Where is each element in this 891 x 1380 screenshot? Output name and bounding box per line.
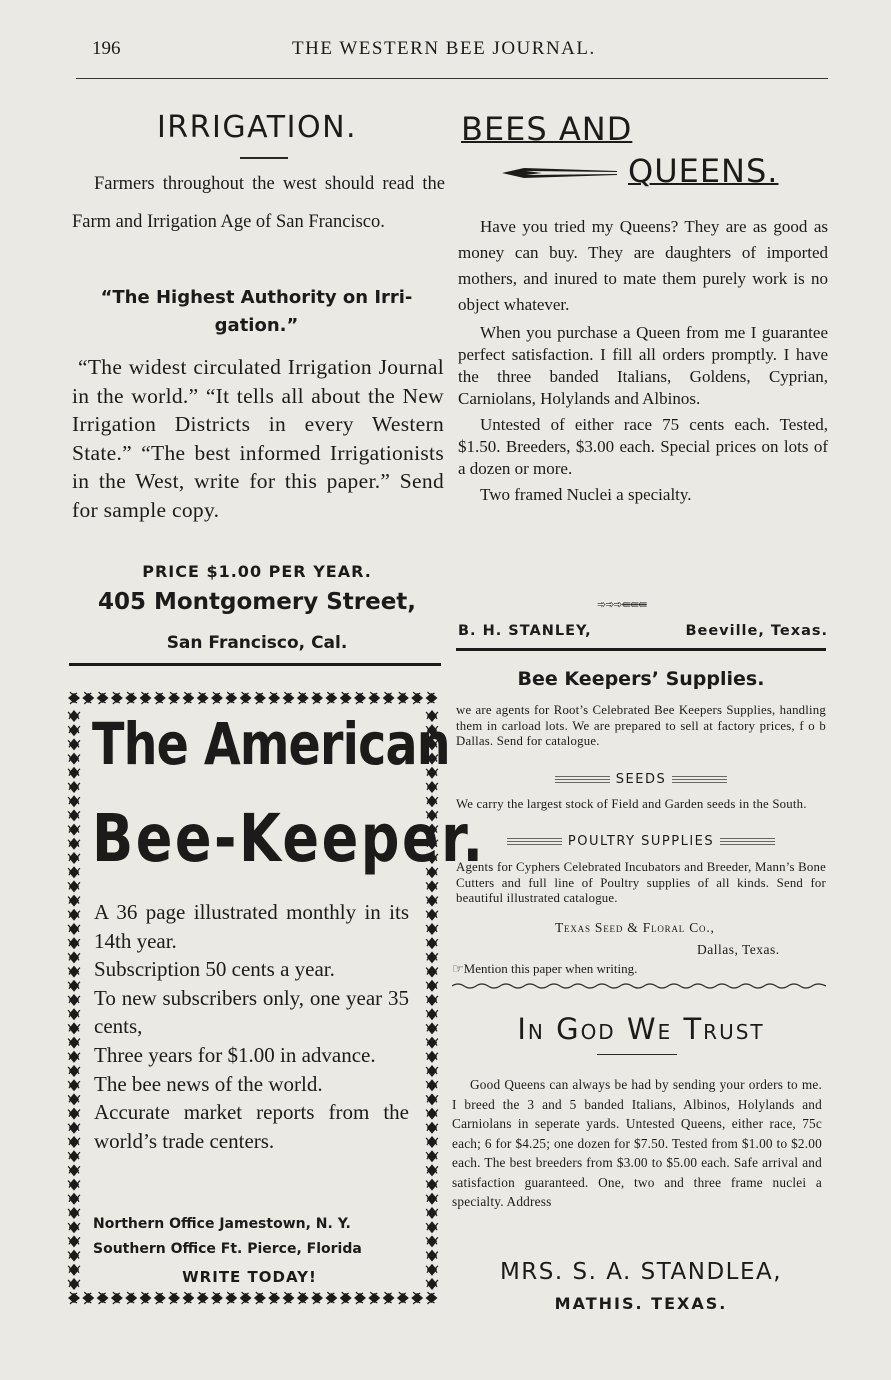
write-today-cta: WRITE TODAY! — [182, 1268, 317, 1286]
bee-ornament-icon — [68, 692, 80, 704]
bee-ornament-icon — [426, 895, 438, 907]
bee-ornament-icon — [426, 1207, 438, 1219]
bee-ornament-icon — [211, 1292, 223, 1304]
bees-queens-title-line-1: BEES AND — [461, 110, 633, 148]
bee-keeper-title-line-2: Bee-Keeper. — [92, 800, 486, 877]
supplies-title: Bee Keepers’ Supplies. — [517, 668, 765, 690]
bee-keeper-line: Three years for $1.00 in advance. — [94, 1042, 376, 1067]
irrigation-body: “The widest circulated Irrigation Journal in the world.” “It tells all about the New Irrigation Districts in every Western State.” “The best informed Irrigationists in the West, write for this paper.” Send for sample copy. — [72, 355, 444, 522]
bee-ornament-icon — [426, 1193, 438, 1205]
bee-ornament-icon — [68, 1250, 80, 1262]
bee-ornament-icon — [111, 692, 123, 704]
irrigation-quote-line-1: “The Highest Authority on Irri- — [100, 287, 413, 308]
seeds-heading — [456, 772, 826, 787]
bee-keeper-line: Subscription 50 cents a year. — [94, 957, 335, 982]
bee-ornament-icon — [68, 1008, 80, 1020]
bee-keeper-line: Accurate market reports from the world’s trade centers. — [94, 1100, 409, 1153]
bee-ornament-icon — [68, 1037, 80, 1049]
bee-ornament-icon — [68, 1278, 80, 1290]
bee-ornament-icon — [426, 1065, 438, 1077]
bee-ornament-icon — [182, 692, 194, 704]
bee-ornament-icon — [225, 1292, 237, 1304]
bee-ornament-icon — [426, 1292, 438, 1304]
bee-ornament-icon — [426, 1108, 438, 1120]
bee-ornament-icon — [197, 692, 209, 704]
bee-ornament-icon — [68, 1136, 80, 1148]
page-number: 196 — [92, 38, 121, 59]
supplies-intro: we are agents for Root’s Celebrated Bee Keepers Supplies, handling them in carload lots. We are prepared to sell at factory prices, f o b Dallas. Send for catalogue. — [456, 703, 826, 748]
bee-ornament-icon — [426, 1051, 438, 1063]
irrigation-title-rule — [240, 157, 288, 159]
bee-ornament-icon — [68, 1108, 80, 1120]
irrigation-price: PRICE $1.00 PER YEAR. — [142, 562, 372, 581]
bee-ornament-icon — [426, 994, 438, 1006]
bee-ornament-icon — [68, 710, 80, 722]
bee-ornament-icon — [426, 1164, 438, 1176]
journal-title: THE WESTERN BEE JOURNAL. — [292, 38, 596, 59]
bees-queens-paragraph-4: Two framed Nuclei a specialty. — [480, 485, 692, 504]
bee-ornament-icon — [225, 692, 237, 704]
mention-note — [452, 961, 637, 977]
bee-ornament-icon — [82, 1292, 94, 1304]
bee-ornament-icon — [68, 724, 80, 736]
bee-ornament-icon — [68, 994, 80, 1006]
bee-ornament-icon — [68, 1051, 80, 1063]
bee-ornament-icon — [426, 1093, 438, 1105]
bee-ornament-icon — [426, 951, 438, 963]
heading-lines-icon — [720, 838, 775, 846]
bee-ornament-icon — [426, 1136, 438, 1148]
bee-ornament-icon — [68, 767, 80, 779]
bee-ornament-icon — [182, 1292, 194, 1304]
bee-ornament-icon — [211, 692, 223, 704]
bee-ornament-icon — [68, 753, 80, 765]
bee-ornament-icon — [426, 966, 438, 978]
bee-ornament-icon — [68, 923, 80, 935]
bee-ornament-icon — [68, 809, 80, 821]
bee-ornament-icon — [125, 692, 137, 704]
bee-ornament-icon — [426, 1264, 438, 1276]
bee-ornament-icon — [426, 1235, 438, 1247]
bees-queens-title-line-2: QUEENS. — [628, 152, 779, 190]
bee-ornament-icon — [125, 1292, 137, 1304]
trust-body: Good Queens can always be had by sending your orders to me. I breed the 3 and 5 banded Italians, Albinos, Holylands and Carniolans in seperate yards. Untested Queens, either race, 75c each; 6 for $4.25; one dozen for $7.50. Tested from $1.00 to $2.00 each. The best breeders from $3.00 to $5.00 each. Safe arrival and satisfaction guaranteed. One, two and three frame nuclei a specialty. Address — [452, 1077, 822, 1209]
bee-ornament-icon — [68, 824, 80, 836]
bee-ornament-icon — [68, 966, 80, 978]
bee-ornament-icon — [97, 1292, 109, 1304]
bee-ornament-icon — [297, 692, 309, 704]
bee-ornament-icon — [426, 1150, 438, 1162]
bee-keeper-line: The bee news of the world. — [94, 1071, 323, 1096]
bee-ornament-icon — [68, 951, 80, 963]
bee-ornament-icon — [68, 1193, 80, 1205]
bees-queens-bottom-rule — [456, 648, 826, 651]
irrigation-quote-line-2: gation.” — [214, 315, 299, 336]
bee-ornament-icon — [426, 937, 438, 949]
bee-ornament-icon — [68, 1207, 80, 1219]
bee-ornament-icon — [97, 692, 109, 704]
bee-ornament-icon — [168, 692, 180, 704]
bee-ornament-icon — [283, 1292, 295, 1304]
bee-ornament-icon — [68, 1164, 80, 1176]
bee-ornament-icon — [426, 1250, 438, 1262]
trust-signature: MRS. S. A. STANDLEA, — [499, 1259, 783, 1285]
bee-keeper-title-line-1: The American — [92, 710, 450, 778]
bee-keeper-line: A 36 page illustrated monthly in its 14th year. — [94, 900, 409, 953]
wavy-divider — [452, 981, 826, 991]
bee-ornament-icon — [68, 1150, 80, 1162]
irrigation-title: IRRIGATION. — [156, 110, 358, 145]
bees-queens-signature — [458, 623, 828, 639]
bee-ornament-icon — [254, 692, 266, 704]
bee-keeper-body — [94, 898, 409, 1155]
bee-ornament-icon — [68, 795, 80, 807]
bee-ornament-icon — [68, 1179, 80, 1191]
bee-ornament-icon — [140, 1292, 152, 1304]
bee-ornament-icon — [154, 692, 166, 704]
bee-ornament-icon — [268, 1292, 280, 1304]
bee-ornament-icon — [297, 1292, 309, 1304]
bee-ornament-icon — [68, 937, 80, 949]
mention-text: Mention this paper when writing. — [463, 961, 638, 976]
bee-ornament-icon — [240, 692, 252, 704]
bee-ornament-icon — [154, 1292, 166, 1304]
bee-ornament-icon — [426, 1022, 438, 1034]
bee-ornament-icon — [311, 1292, 323, 1304]
bee-ornament-icon — [354, 692, 366, 704]
bee-ornament-icon — [68, 1065, 80, 1077]
supplies-company-city: Dallas, Texas. — [697, 942, 780, 957]
bee-ornament-icon — [340, 1292, 352, 1304]
trust-title: In God We Trust — [517, 1012, 765, 1046]
bee-ornament-icon — [426, 980, 438, 992]
bee-ornament-icon — [68, 895, 80, 907]
irrigation-city: San Francisco, Cal. — [166, 633, 348, 653]
header-rule — [76, 78, 828, 79]
divider-ornament-icon: ➾➾➾⇚⇚⇚ — [597, 599, 647, 611]
bee-ornament-icon — [368, 1292, 380, 1304]
pointing-hand-icon: ☞ — [452, 961, 464, 976]
bee-ornament-icon — [426, 1079, 438, 1091]
bee-ornament-icon — [268, 692, 280, 704]
bee-ornament-icon — [283, 692, 295, 704]
bees-queens-signature-place: Beeville, Texas. — [685, 623, 828, 639]
bee-ornament-icon — [111, 1292, 123, 1304]
bee-ornament-icon — [68, 866, 80, 878]
bee-ornament-icon — [68, 1235, 80, 1247]
heading-lines-icon — [672, 776, 727, 784]
poultry-heading — [456, 834, 826, 849]
bee-keeper-line: To new subscribers only, one year 35 cents, — [94, 985, 409, 1039]
bee-ornament-icon — [68, 1221, 80, 1233]
trust-city: MATHIS. TEXAS. — [554, 1294, 728, 1313]
bee-ornament-icon — [68, 1264, 80, 1276]
bee-ornament-icon — [426, 781, 438, 793]
bee-ornament-icon — [368, 692, 380, 704]
bees-queens-paragraph-1: Have you tried my Queens? They are as good as money can buy. They are daughters of imported mothers, and inured to mate them purely work is no object whatever. — [458, 217, 828, 314]
bee-ornament-icon — [68, 781, 80, 793]
bee-ornament-icon — [397, 1292, 409, 1304]
bee-ornament-icon — [426, 909, 438, 921]
bee-ornament-icon — [168, 1292, 180, 1304]
bee-ornament-icon — [240, 1292, 252, 1304]
trust-title-rule — [597, 1054, 677, 1055]
poultry-text: Agents for Cyphers Celebrated Incubators and Breeder, Mann’s Bone Cutters and full line of Poultry supplies of all kinds. Send for beautiful illustrated catalogue. — [456, 860, 826, 905]
bee-ornament-icon — [340, 692, 352, 704]
bee-ornament-icon — [426, 1008, 438, 1020]
poultry-heading-label: POULTRY SUPPLIES — [567, 834, 715, 849]
seeds-heading-label: SEEDS — [615, 772, 667, 787]
bees-queens-signature-name: B. H. STANLEY, — [458, 623, 592, 639]
irrigation-quote — [74, 284, 439, 340]
arrow-ornament-icon — [502, 166, 617, 180]
bee-ornament-icon — [411, 1292, 423, 1304]
bee-ornament-icon — [68, 1093, 80, 1105]
bee-ornament-icon — [426, 923, 438, 935]
bee-ornament-icon — [383, 1292, 395, 1304]
northern-office: Northern Office Jamestown, N. Y. — [93, 1216, 351, 1232]
bee-ornament-icon — [68, 738, 80, 750]
bee-ornament-icon — [254, 1292, 266, 1304]
irrigation-bottom-rule — [69, 663, 441, 666]
bees-queens-paragraph-3: Untested of either race 75 cents each. Tested, $1.50. Breeders, $3.00 each. Special prices on lots of a dozen or more. — [458, 415, 828, 478]
bee-ornament-icon — [68, 852, 80, 864]
bee-ornament-icon — [411, 692, 423, 704]
bee-ornament-icon — [325, 1292, 337, 1304]
irrigation-intro: Farmers throughout the west should read the Farm and Irrigation Age of San Francisco. — [72, 174, 445, 232]
bee-ornament-icon — [311, 692, 323, 704]
bee-ornament-icon — [397, 692, 409, 704]
bee-ornament-icon — [426, 1122, 438, 1134]
seeds-text: We carry the largest stock of Field and Garden seeds in the South. — [456, 797, 807, 811]
bee-ornament-icon — [383, 692, 395, 704]
bee-ornament-icon — [68, 980, 80, 992]
bee-ornament-icon — [426, 1179, 438, 1191]
bee-ornament-icon — [426, 880, 438, 892]
bee-ornament-icon — [426, 1221, 438, 1233]
bee-ornament-icon — [426, 1278, 438, 1290]
heading-lines-icon — [555, 776, 610, 784]
bee-ornament-icon — [140, 692, 152, 704]
bee-ornament-icon — [68, 1292, 80, 1304]
bee-ornament-icon — [197, 1292, 209, 1304]
bee-ornament-icon — [82, 692, 94, 704]
supplies-company: Texas Seed & Floral Co., — [555, 920, 715, 935]
heading-lines-icon — [507, 838, 562, 846]
bee-ornament-icon — [68, 1079, 80, 1091]
irrigation-address: 405 Montgomery Street, — [97, 589, 417, 615]
bees-queens-body — [458, 214, 828, 510]
bee-ornament-icon — [426, 692, 438, 704]
bees-queens-paragraph-2: When you purchase a Queen from me I guarantee perfect satisfaction. I fill all orders promptly. I have the three banded Italians, Goldens, Cyprian, Carniolans, Holylands and Albinos. — [458, 323, 828, 408]
bee-ornament-icon — [354, 1292, 366, 1304]
bee-ornament-icon — [426, 1037, 438, 1049]
bee-ornament-icon — [325, 692, 337, 704]
southern-office: Southern Office Ft. Pierce, Florida — [93, 1241, 362, 1257]
bee-ornament-icon — [68, 838, 80, 850]
bee-ornament-icon — [68, 1022, 80, 1034]
bee-ornament-icon — [68, 1122, 80, 1134]
bee-ornament-icon — [68, 880, 80, 892]
bee-ornament-icon — [68, 909, 80, 921]
